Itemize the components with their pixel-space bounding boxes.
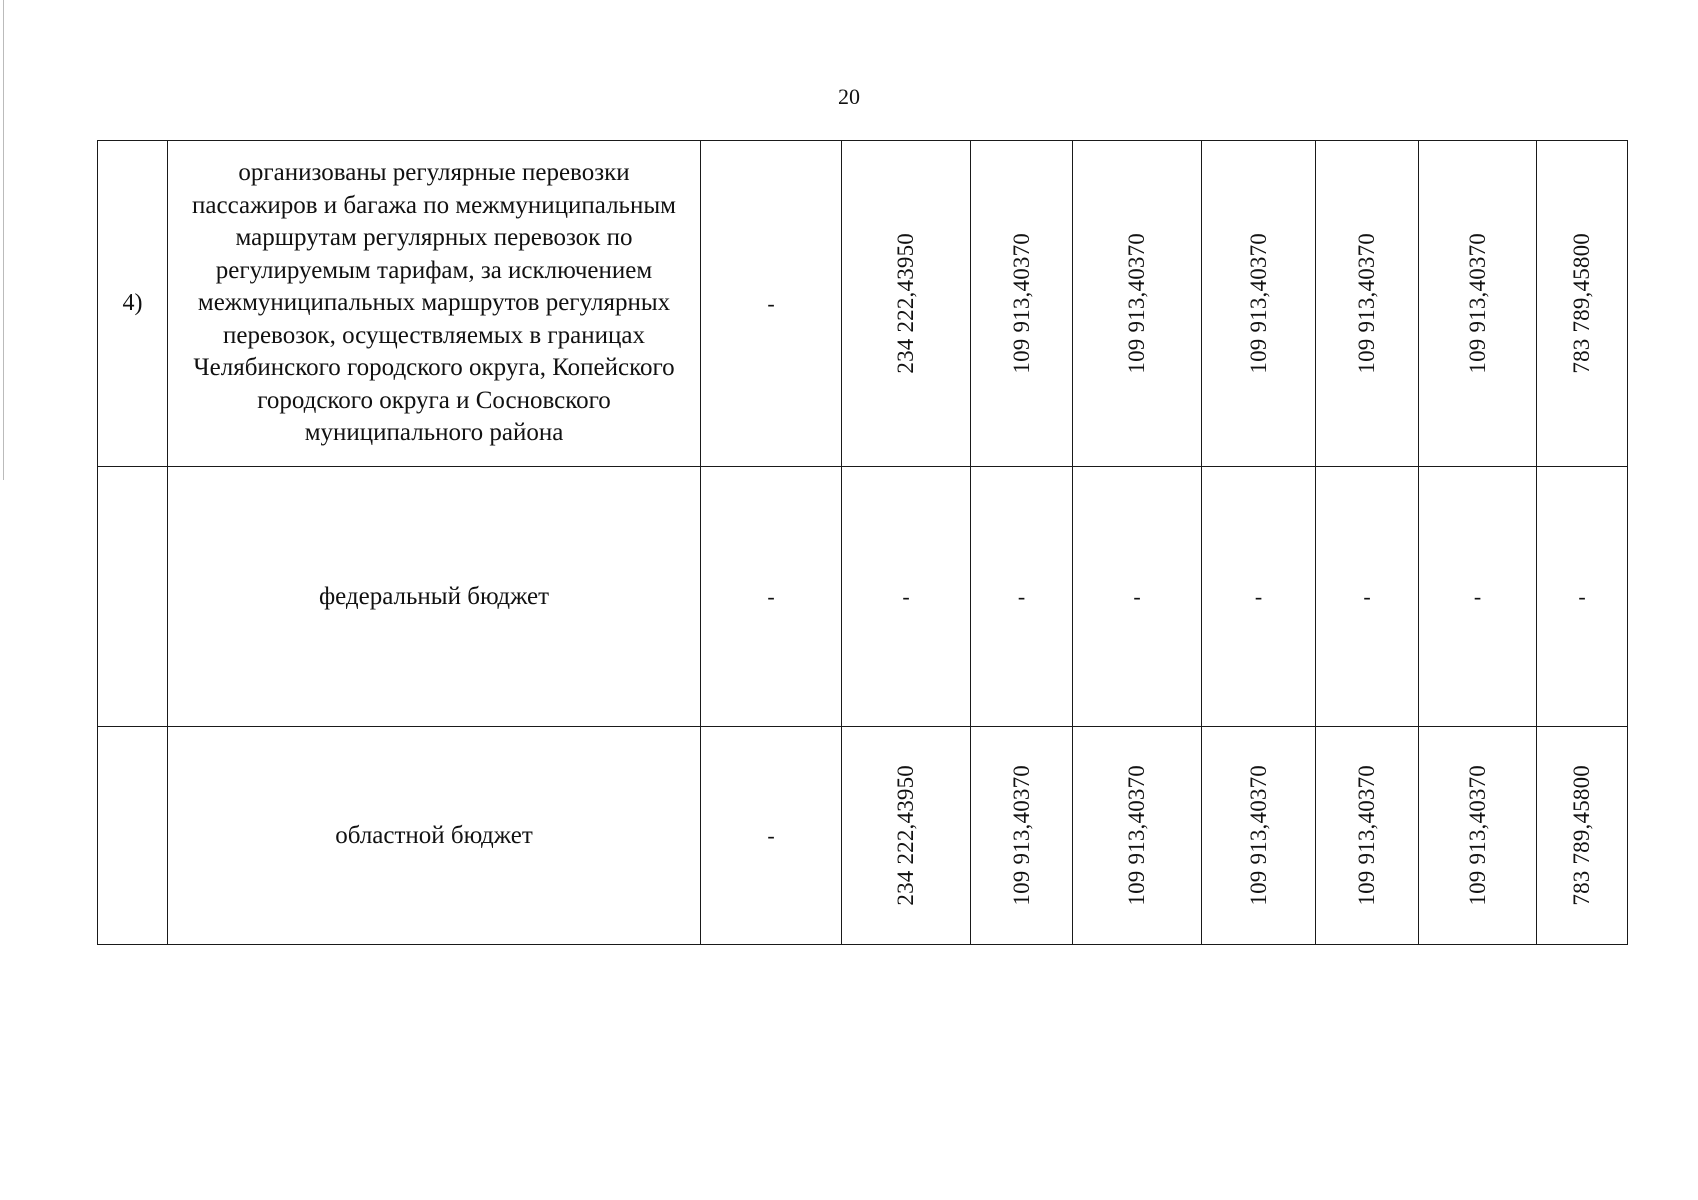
table-row-regional bbox=[98, 727, 1628, 945]
cell-value: - bbox=[971, 467, 1073, 727]
cell-value: - bbox=[1419, 467, 1537, 727]
cell-value: - bbox=[1073, 467, 1202, 727]
page-number: 20 bbox=[838, 84, 860, 109]
table-row-item-4 bbox=[98, 141, 1628, 467]
cell-value bbox=[1419, 727, 1537, 945]
row-number: 4) bbox=[98, 141, 168, 467]
value-text: 109 913,40370 bbox=[1245, 765, 1271, 906]
value-text: 109 913,40370 bbox=[1464, 233, 1490, 374]
cell-value bbox=[1537, 727, 1628, 945]
cell-col3: - bbox=[701, 141, 842, 467]
value-text: 109 913,40370 bbox=[1354, 233, 1379, 374]
row-description: организованы регулярные перевозки пассажиров и багажа по межмуниципальным маршрутам регулярных перевозок по регулируемым тарифам, за исключением межмуниципальных маршрутов регулярных перевозок, осуществляемых в границах Челябинского городского округа, Копейского городского округа и Сосновского муниципального района bbox=[168, 141, 701, 467]
cell-value bbox=[1202, 727, 1316, 945]
value-text: 783 789,45800 bbox=[1569, 765, 1594, 906]
row-description: областной бюджет bbox=[168, 727, 701, 945]
cell-value bbox=[971, 727, 1073, 945]
table-row-federal bbox=[98, 467, 1628, 727]
page-edge-rule bbox=[3, 0, 4, 480]
cell-value: - bbox=[842, 467, 971, 727]
budget-table bbox=[97, 140, 1628, 945]
cell-value bbox=[1073, 141, 1202, 467]
cell-value bbox=[1316, 141, 1419, 467]
cell-value bbox=[842, 727, 971, 945]
value-text: 783 789,45800 bbox=[1569, 233, 1594, 374]
value-text: 109 913,40370 bbox=[1124, 765, 1149, 906]
cell-value bbox=[1537, 141, 1628, 467]
row-number bbox=[98, 727, 168, 945]
row-description: федеральный бюджет bbox=[168, 467, 701, 727]
value-text: 109 913,40370 bbox=[1464, 765, 1490, 906]
cell-value bbox=[1073, 727, 1202, 945]
cell-value bbox=[1202, 141, 1316, 467]
cell-value bbox=[971, 141, 1073, 467]
cell-col3: - bbox=[701, 467, 842, 727]
cell-value: - bbox=[1316, 467, 1419, 727]
cell-value bbox=[842, 141, 971, 467]
value-text: 109 913,40370 bbox=[1008, 765, 1034, 906]
value-text: 109 913,40370 bbox=[1124, 233, 1149, 374]
value-text: 109 913,40370 bbox=[1245, 233, 1271, 374]
cell-col3: - bbox=[701, 727, 842, 945]
value-text: 109 913,40370 bbox=[1008, 233, 1034, 374]
cell-value: - bbox=[1202, 467, 1316, 727]
cell-value: - bbox=[1537, 467, 1628, 727]
value-text: 234 222,43950 bbox=[893, 233, 918, 374]
value-text: 109 913,40370 bbox=[1354, 765, 1379, 906]
row-number bbox=[98, 467, 168, 727]
value-text: 234 222,43950 bbox=[893, 765, 918, 906]
cell-value bbox=[1316, 727, 1419, 945]
cell-value bbox=[1419, 141, 1537, 467]
